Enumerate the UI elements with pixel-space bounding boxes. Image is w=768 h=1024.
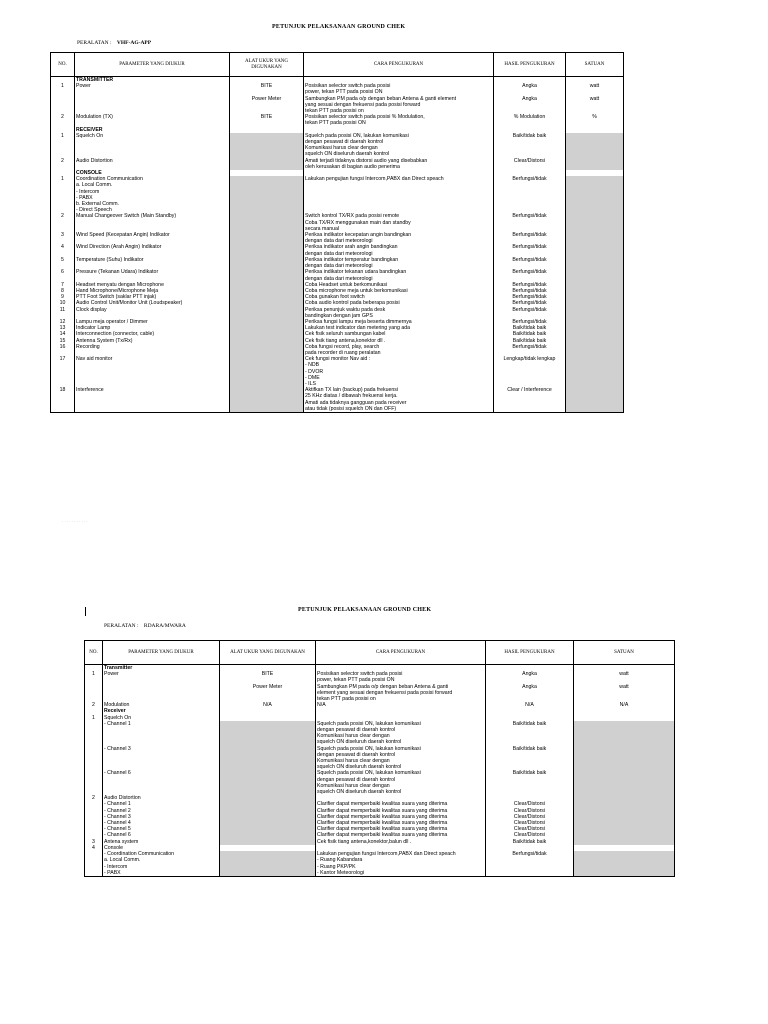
row-parameter: Nav aid monitor [75, 356, 230, 362]
row-hasil: Berfungsi/tidak [494, 269, 566, 275]
row-cara-pengukuran: yang sesuai dengan frekuensi pada posisi forward [304, 102, 494, 108]
row-cara-pengukuran: Periksa indikator temperatur bandingkan [304, 257, 494, 263]
row-cara-pengukuran: tekan PTT pada posisi on [316, 696, 486, 702]
row-cara-pengukuran: Posisikan selector switch pada posisi [304, 83, 494, 89]
row-cara-pengukuran: dengan data dari meteorologi [304, 251, 494, 257]
row-cara-pengukuran: dengan data dari meteorologi [304, 263, 494, 269]
row-alat-ukur: Power Meter [220, 684, 316, 690]
row-parameter: Squelch On [75, 133, 230, 139]
row-cara-pengukuran: power, tekan PTT pada posisi ON [316, 677, 486, 683]
row-hasil: Baik/tidak baik [494, 325, 566, 331]
row-cara-pengukuran: dengan pesawat di daerah kontrol [316, 752, 486, 758]
row-satuan [574, 870, 675, 877]
row-hasil: Berfungsi/tidak [494, 344, 566, 350]
row-cara-pengukuran: element yang sesuai dengan frekuensi pada posisi forward [316, 690, 486, 696]
row-hasil: Angka [486, 671, 574, 677]
table-row [51, 244, 624, 250]
row-cara-pengukuran: N/A [316, 702, 486, 708]
row-cara-pengukuran: Coba microphone meja untuk berkomunikasi [304, 288, 494, 294]
row-number: 11 [51, 307, 75, 313]
header-no: NO. [51, 53, 75, 77]
row-parameter: - Channel 1 [103, 801, 220, 807]
row-hasil: Berfungsi/tidak [494, 294, 566, 300]
table-row [51, 269, 624, 275]
row-number: 1 [85, 715, 103, 721]
row-cara-pengukuran: Sambungkan PM pada o/p dengan beban Antena & ganti element [304, 96, 494, 102]
row-number: 2 [51, 158, 75, 164]
row-number: 18 [51, 387, 75, 393]
row-cara-pengukuran: dengan pesawat di daerah kontrol [304, 139, 494, 145]
row-hasil: Clear/Distorsi [486, 820, 574, 826]
row-cara-pengukuran: dengan data dari meteorologi [304, 276, 494, 282]
row-parameter: Interference [75, 387, 230, 393]
row-number: 1 [51, 83, 75, 89]
row-number: 10 [51, 300, 75, 306]
row-hasil: Baik/tidak baik [494, 338, 566, 344]
row-parameter: Transmitter [103, 665, 220, 672]
row-hasil: Berfungsi/tidak [494, 232, 566, 238]
row-cara-pengukuran: squelch ON diseluruh daerah kontrol [304, 151, 494, 157]
row-parameter: - Intercom [75, 189, 230, 195]
row-parameter: Lampu meja operator / Dimmer [75, 319, 230, 325]
equipment-line [77, 40, 151, 46]
row-hasil: Berfungsi/tidak [494, 176, 566, 182]
row-parameter: RECEIVER [75, 127, 230, 133]
table-row [51, 406, 624, 413]
row-cara-pengukuran [304, 77, 494, 84]
table-row [51, 176, 624, 182]
row-parameter: a. Local Comm. [103, 857, 220, 863]
row-parameter: Recording [75, 344, 230, 350]
row-hasil: Baik/tidak baik [486, 721, 574, 727]
row-hasil: Berfungsi/tidak [494, 282, 566, 288]
row-parameter: Audio Control Unit/Monitor Unit (Loudspeaker) [75, 300, 230, 306]
row-satuan: watt [566, 83, 624, 89]
row-satuan: N/A [574, 702, 675, 708]
page-margin-mark [85, 607, 86, 616]
row-hasil [486, 665, 574, 672]
row-number: 1 [85, 671, 103, 677]
row-cara-pengukuran: Cek fisik seluruh sambungan kabel [304, 331, 494, 337]
row-cara-pengukuran: Squelch pada posisi ON, lakukan komunikasi [316, 721, 486, 727]
row-hasil [494, 406, 566, 413]
row-parameter: Clock display [75, 307, 230, 313]
row-number: 14 [51, 331, 75, 337]
row-number: 2 [51, 114, 75, 120]
table-row [51, 213, 624, 219]
row-hasil: Baik/tidak baik [494, 133, 566, 139]
row-cara-pengukuran: pada recorder di ruang peralatan [304, 350, 494, 356]
row-alat-ukur [220, 870, 316, 877]
row-cara-pengukuran [316, 665, 486, 672]
row-number: 4 [85, 845, 103, 851]
table-row [51, 300, 624, 306]
row-parameter: - Channel 6 [103, 832, 220, 838]
row-number: 9 [51, 294, 75, 300]
row-number: 1 [51, 133, 75, 139]
row-hasil: Angka [494, 83, 566, 89]
row-parameter: Temperature (Suhu) Indikator [75, 257, 230, 263]
header-parameter: PARAMETER YANG DIUKUR [103, 641, 220, 665]
equipment-label: PERALATAN : [77, 40, 112, 46]
row-parameter: - PABX [75, 195, 230, 201]
table-row [85, 870, 675, 877]
row-number: 4 [51, 244, 75, 250]
row-cara-pengukuran: Coba TX/RX menggunakan main dan standby [304, 220, 494, 226]
row-hasil: Angka [486, 684, 574, 690]
row-parameter: - Channel 2 [103, 808, 220, 814]
row-cara-pengukuran: Periksa indikator tekanan udara bandingkan [304, 269, 494, 275]
row-number: 3 [85, 839, 103, 845]
row-cara-pengukuran: secara manual [304, 226, 494, 232]
header-alat-ukur: ALAT UKUR YANG DIGUNAKAN [230, 53, 304, 77]
row-cara-pengukuran: Switch kontrol TX/RX pada posisi remote [304, 213, 494, 219]
row-parameter: Wind Direction (Arah Angin) Indikator [75, 244, 230, 250]
row-alat-ukur [230, 77, 304, 84]
row-cara-pengukuran: - ILS [304, 381, 494, 387]
row-cara-pengukuran: Periksa fungsi lampu meja beserta dimmernya [304, 319, 494, 325]
row-parameter: - Channel 4 [103, 820, 220, 826]
table-row [85, 665, 675, 672]
row-parameter: b. External Comm. [75, 201, 230, 207]
row-alat-ukur: BITE [220, 671, 316, 677]
row-cara-pengukuran: squelch ON diseluruh daerah kontrol [316, 789, 486, 795]
row-cara-pengukuran: tekan PTT pada posisi ON [304, 120, 494, 126]
row-cara-pengukuran: - DME [304, 375, 494, 381]
page-title: PETUNJUK PELAKSANAAN GROUND CHEK [298, 607, 432, 613]
row-hasil: Baik/tidak baik [486, 839, 574, 845]
row-hasil: Clear/Distorsi [494, 158, 566, 164]
header-hasil: HASIL PENGUKURAN [486, 641, 574, 665]
row-hasil: N/A [486, 702, 574, 708]
row-hasil: Clear/Distorsi [486, 832, 574, 838]
row-alat-ukur: BITE [230, 114, 304, 120]
row-cara-pengukuran: Amati terjadi tidaknya distorsi audio yang disebabkan [304, 158, 494, 164]
equipment-value: RDARA/MWARA [143, 623, 186, 629]
row-hasil: Berfungsi/tidak [486, 851, 574, 857]
row-cara-pengukuran: Komunikasi harus clear dengan [316, 733, 486, 739]
row-cara-pengukuran: Clarifier dapat memperbaiki kwalitas suara yang diterima [316, 801, 486, 807]
header-parameter: PARAMETER YANG DIUKUR [75, 53, 230, 77]
header-cara-pengukuran: CARA PENGUKURAN [316, 641, 486, 665]
header-no: NO. [85, 641, 103, 665]
row-number [85, 870, 103, 877]
row-cara-pengukuran: Komunikasi harus clear dengan [316, 758, 486, 764]
row-cara-pengukuran: dengan pesawat di daerah kontrol [316, 777, 486, 783]
row-cara-pengukuran: - Kantor Meteorologi [316, 870, 486, 877]
row-parameter: Headset menyatu dengan Microphone [75, 282, 230, 288]
row-cara-pengukuran: Komunikasi harus clear dengan [316, 783, 486, 789]
row-parameter: - Channel 1 [103, 721, 220, 727]
row-hasil: Berfungsi/tidak [494, 300, 566, 306]
row-parameter: - Coordination Communication [103, 851, 220, 857]
row-cara-pengukuran: - Ruang PKP/PK [316, 864, 486, 870]
row-cara-pengukuran: Clarifier dapat memperbaiki kwalitas suara yang diterima [316, 814, 486, 820]
row-number: 7 [51, 282, 75, 288]
row-cara-pengukuran: power, tekan PTT pada posisi ON [304, 89, 494, 95]
row-number: 6 [51, 269, 75, 275]
row-cara-pengukuran: Coba fungsi record, play, search [304, 344, 494, 350]
row-hasil: Baik/tidak baik [494, 331, 566, 337]
row-parameter: TRANSMITTER [75, 77, 230, 84]
row-cara-pengukuran: Clarifier dapat memperbaiki kwalitas suara yang diterima [316, 832, 486, 838]
row-parameter: Indicator Lamp [75, 325, 230, 331]
row-parameter: Squelch On [103, 715, 220, 721]
row-parameter: - PABX [103, 870, 220, 877]
row-cara-pengukuran: Periksa penunjuk waktu pada desk [304, 307, 494, 313]
row-parameter: - Direct Speech [75, 207, 230, 213]
row-parameter [75, 406, 230, 413]
row-number: 2 [85, 702, 103, 708]
row-parameter: PTT Foot Switch (saklar PTT injak) [75, 294, 230, 300]
row-number [85, 665, 103, 672]
table-row [51, 77, 624, 84]
row-cara-pengukuran: Coba audio kontrol pada beberapa posisi [304, 300, 494, 306]
row-parameter: Antenna System (Tx/Rx) [75, 338, 230, 344]
row-parameter: CONSOLE [75, 170, 230, 176]
row-parameter: - Channel 6 [103, 770, 220, 776]
row-cara-pengukuran: Squelch pada posisi ON, lakukan komunikasi [304, 133, 494, 139]
row-number [51, 77, 75, 84]
row-cara-pengukuran: Cek fungsi monitor Nav aid : [304, 356, 494, 362]
row-cara-pengukuran: Cek fisik tiang antena,konektor,balun dll . [316, 839, 486, 845]
row-number [51, 406, 75, 413]
row-parameter: - Channel 3 [103, 746, 220, 752]
row-hasil: Clear/Distorsi [486, 801, 574, 807]
row-cara-pengukuran: atau tidak (posisi squelch ON dan OFF) [304, 406, 494, 413]
row-parameter: Interconnection (connector, cable) [75, 331, 230, 337]
header-cara-pengukuran: CARA PENGUKURAN [304, 53, 494, 77]
row-hasil: Clear/Distorsi [486, 808, 574, 814]
row-hasil [494, 77, 566, 84]
row-cara-pengukuran: squelch ON diseluruh daerah kontrol [316, 739, 486, 745]
ground-check-table [50, 52, 624, 413]
row-number: 5 [51, 257, 75, 263]
row-parameter: Manual Changeover Switch (Main Standby) [75, 213, 230, 219]
row-satuan: watt [574, 684, 675, 690]
row-hasil: Clear/Distorsi [486, 826, 574, 832]
row-parameter: Console [103, 845, 220, 851]
row-cara-pengukuran: bandingkan dengan jam GPS [304, 313, 494, 319]
row-satuan [566, 406, 624, 413]
row-cara-pengukuran: Squelch pada posisi ON, lakukan komunikasi [316, 746, 486, 752]
row-cara-pengukuran: Periksa indikator arah angin bandingkan [304, 244, 494, 250]
row-hasil: Lengkap/tidak lengkap [494, 356, 566, 362]
row-number: 3 [51, 232, 75, 238]
row-hasil: Berfungsi/tidak [494, 244, 566, 250]
row-satuan [574, 665, 675, 672]
row-parameter: Coordination Communication [75, 176, 230, 182]
row-satuan: watt [566, 96, 624, 102]
row-cara-pengukuran: Lakukan pengujian fungsi Intercom,PABX dan Direct speach [304, 176, 494, 182]
row-parameter: Receiver [103, 708, 220, 714]
row-alat-ukur [220, 665, 316, 672]
row-hasil: Berfungsi/tidak [494, 319, 566, 325]
row-parameter: Pressure (Tekanan Udara) Indikator [75, 269, 230, 275]
row-cara-pengukuran: dengan pesawat di daerah kontrol [316, 727, 486, 733]
row-cara-pengukuran: Clarifier dapat memperbaiki kwalitas suara yang diterima [316, 820, 486, 826]
row-hasil: Baik/tidak baik [486, 746, 574, 752]
row-parameter: - Channel 5 [103, 826, 220, 832]
row-cara-pengukuran: Periksa indikator kecepatan angin bandingkan [304, 232, 494, 238]
row-parameter: Modulation (TX) [75, 114, 230, 120]
equipment-label: PERALATAN : [104, 623, 139, 629]
row-number: 13 [51, 325, 75, 331]
row-parameter: Wind Speed (Kecepatan Angin) Indikator [75, 232, 230, 238]
row-cara-pengukuran: Coba gunakan foot switch [304, 294, 494, 300]
row-cara-pengukuran: tekan PTT pada posisi on [304, 108, 494, 114]
row-satuan [566, 77, 624, 84]
row-number: 2 [51, 213, 75, 219]
row-cara-pengukuran: squelch ON diseluruh daerah kontrol [316, 764, 486, 770]
row-satuan: watt [574, 671, 675, 677]
row-parameter: Power [103, 671, 220, 677]
row-hasil: Clear/Distorsi [486, 814, 574, 820]
row-parameter: Modulation [103, 702, 220, 708]
row-cara-pengukuran: Clarifier dapat memperbaiki kwalitas suara yang diterima [316, 808, 486, 814]
row-cara-pengukuran: Komunikasi harus clear dengan [304, 145, 494, 151]
row-cara-pengukuran: Posisikan selector switch pada posisi % Modulation, [304, 114, 494, 120]
row-parameter: Audio Distortion [103, 795, 220, 801]
row-cara-pengukuran: Aktifkan TX lain (backup) pada frekuensi [304, 387, 494, 393]
row-cara-pengukuran: Lakukan pengujian fungsi Intercom,PABX dan Direct speach [316, 851, 486, 857]
row-hasil [486, 870, 574, 877]
row-parameter: - Intercom [103, 864, 220, 870]
row-cara-pengukuran: Coba Headset untuk berkomunikasi [304, 282, 494, 288]
row-number: 17 [51, 356, 75, 362]
ground-check-table [84, 640, 675, 877]
row-parameter: a. Local Comm. [75, 182, 230, 188]
row-alat-ukur: N/A [220, 702, 316, 708]
row-hasil: Baik/tidak baik [486, 770, 574, 776]
row-cara-pengukuran: oleh kerusakan di bagian audio penerima [304, 164, 494, 170]
row-alat-ukur: BITE [230, 83, 304, 89]
row-hasil: Berfungsi/tidak [494, 288, 566, 294]
row-hasil: Berfungsi/tidak [494, 213, 566, 219]
row-cara-pengukuran: Sambungkan PM pada o/p dengan beban Antena & ganti [316, 684, 486, 690]
table-row [51, 331, 624, 337]
row-parameter: Power [75, 83, 230, 89]
row-number: 16 [51, 344, 75, 350]
row-parameter: Hand Microphone/Microphone Meja [75, 288, 230, 294]
row-number: 8 [51, 288, 75, 294]
row-cara-pengukuran: dengan data dari meteorologi [304, 238, 494, 244]
header-satuan: SATUAN [574, 641, 675, 665]
row-cara-pengukuran: - NDB [304, 362, 494, 368]
row-cara-pengukuran: Clarifier dapat memperbaiki kwalitas suara yang diterima [316, 826, 486, 832]
stray-marks: · · · · · · · · · · · [62, 519, 88, 524]
row-cara-pengukuran: Squelch pada posisi ON, lakukan komunikasi [316, 770, 486, 776]
row-satuan: % [566, 114, 624, 120]
header-satuan: SATUAN [566, 53, 624, 77]
row-number: 2 [85, 795, 103, 801]
row-hasil: Berfungsi/tidak [494, 257, 566, 263]
row-parameter: Antena system [103, 839, 220, 845]
row-alat-ukur: Power Meter [230, 96, 304, 102]
row-cara-pengukuran: Lakukan test indicator dan metering yang ada [304, 325, 494, 331]
header-hasil: HASIL PENGUKURAN [494, 53, 566, 77]
equipment-line [104, 623, 186, 629]
row-parameter: - Channel 3 [103, 814, 220, 820]
row-parameter: Audio Distortion [75, 158, 230, 164]
row-hasil: Berfungsi/tidak [494, 307, 566, 313]
table-row [51, 282, 624, 288]
row-cara-pengukuran: - DVOR [304, 369, 494, 375]
row-cara-pengukuran: Posisikan selector switch pada posisi [316, 671, 486, 677]
row-alat-ukur [230, 406, 304, 413]
page-title: PETUNJUK PELAKSANAAN GROUND CHEK [272, 24, 406, 30]
row-hasil: Clear / Interference [494, 387, 566, 393]
row-cara-pengukuran: Amati ada tidaknya gangguan pada receiver [304, 400, 494, 406]
row-cara-pengukuran: Cek fisik tiang antena,konektor dll . [304, 338, 494, 344]
row-number: 1 [51, 176, 75, 182]
row-cara-pengukuran: 25 KHz diatas / dibawah frekuensi kerja. [304, 393, 494, 399]
row-hasil: % Modulation [494, 114, 566, 120]
header-alat-ukur: ALAT UKUR YANG DIGUNAKAN [220, 641, 316, 665]
row-hasil: Angka [494, 96, 566, 102]
row-number: 12 [51, 319, 75, 325]
row-cara-pengukuran: - Ruang Kabandara [316, 857, 486, 863]
equipment-value: VHF-AG-APP [116, 40, 152, 46]
row-number: 15 [51, 338, 75, 344]
